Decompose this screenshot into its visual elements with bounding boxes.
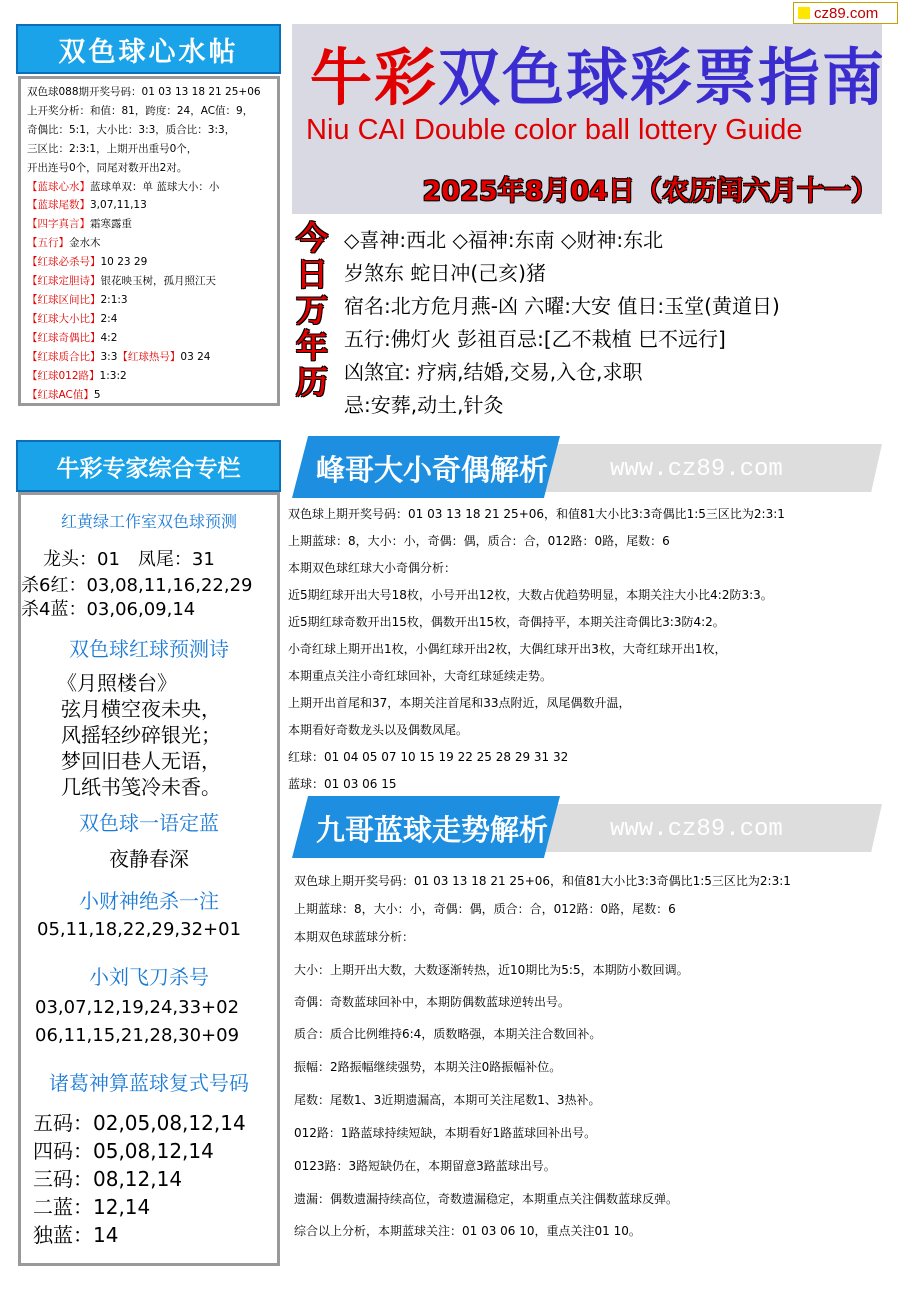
header-title-red: 牛彩 bbox=[310, 41, 439, 114]
liu-title: 小刘飞刀杀号 bbox=[89, 965, 209, 989]
section1-title: 峰哥大小奇偶解析 bbox=[316, 453, 549, 487]
section2-line: 质合：质合比例维持6:4，质数略强，本期关注合数回补。 bbox=[294, 1027, 602, 1041]
line-text: 2:1:3 bbox=[100, 293, 128, 306]
zhuge-title: 诸葛神算蓝球复式号码 bbox=[49, 1071, 249, 1095]
left-expert-title: 牛彩专家综合专栏 bbox=[16, 440, 281, 492]
zhuge-line: 三码：08,12,14 bbox=[33, 1167, 183, 1191]
line-text: 10 23 29 bbox=[100, 256, 148, 269]
left-top-line bbox=[27, 291, 271, 310]
badge-square-icon bbox=[798, 7, 810, 19]
line-text: 1:3:2 bbox=[99, 369, 127, 382]
line-text: 银花映玉树，孤月照江天 bbox=[100, 275, 216, 288]
left-top-line bbox=[27, 178, 271, 197]
almanac-title-char: 年 bbox=[295, 327, 328, 365]
almanac-line: ◇喜神:西北 ◇福神:东南 ◇财神:东北 bbox=[344, 228, 664, 252]
kill-red: 杀6红：03,08,11,16,22,29 bbox=[21, 575, 253, 596]
line-tag: 【红球AC值】 bbox=[27, 388, 94, 401]
left-top-line bbox=[27, 234, 271, 253]
section2-line: 012路：1路蓝球持续短缺，本期看好1路蓝球回补出号。 bbox=[294, 1126, 597, 1140]
line-tag: 【红球区间比】 bbox=[27, 293, 101, 306]
left-top-line bbox=[27, 83, 271, 102]
left-top-line bbox=[27, 253, 271, 272]
section1-line: 本期看好奇数龙头以及偶数凤尾。 bbox=[288, 723, 469, 737]
left-top-line bbox=[27, 140, 271, 159]
almanac-line: 五行:佛灯火 彭祖百忌:[乙不栽植 巳不远行] bbox=[344, 327, 726, 351]
line-text: 3,07,11,13 bbox=[90, 199, 147, 212]
left-expert-box bbox=[18, 492, 280, 1266]
section1-line: 上期开出首尾和37，本期关注首尾和33点附近，凤尾偶数升温， bbox=[288, 696, 631, 710]
line-tag: 【蓝球尾数】 bbox=[27, 199, 90, 212]
section1-line: 近5期红球开出大号18枚，小号开出12枚，大数占优趋势明显，本期关注大小比4:2防3:3。 bbox=[288, 588, 773, 602]
section1-line: 红球：01 04 05 07 10 15 19 22 25 28 29 31 32 bbox=[288, 750, 569, 764]
line-text: 5 bbox=[93, 388, 101, 401]
header-title-blue: 双色球彩票指南 bbox=[438, 41, 887, 114]
left-top-line bbox=[27, 196, 271, 215]
almanac-line: 忌:安葬,动土,针灸 bbox=[344, 393, 504, 417]
section2-line: 上期蓝球：8，大小：小，奇偶：偶，质合：合，012路：0路，尾数：6 bbox=[294, 902, 676, 916]
line-text: 奇偶比：5:1，大小比：3:3，质合比：3:3， bbox=[27, 123, 236, 136]
line-text: 霜寒露重 bbox=[90, 218, 132, 231]
section2-banner bbox=[292, 796, 882, 858]
header-subtitle-en: Niu CAI Double color ball lottery Guide bbox=[306, 114, 803, 146]
dragon-head: 龙头：01 凤尾：31 bbox=[43, 549, 215, 570]
almanac-line: 凶煞宜: 疗病,结婚,交易,入仓,求职 bbox=[344, 360, 643, 384]
line-tag: 【红球必杀号】 bbox=[27, 256, 101, 269]
line-text: 上开奖分析：和值：81，跨度：24，AC值：9， bbox=[27, 104, 254, 117]
header bbox=[292, 24, 887, 214]
studio-title: 红黄绿工作室双色球预测 bbox=[60, 512, 237, 531]
god-numbers: 05,11,18,22,29,32+01 bbox=[37, 919, 242, 940]
line-tag: 【红球012路】 bbox=[27, 369, 100, 382]
section1-line: 上期蓝球：8，大小：小，奇偶：偶，质合：合，012路：0路，尾数：6 bbox=[288, 534, 670, 548]
section1-line: 本期双色球红球大小奇偶分析： bbox=[288, 561, 457, 575]
zhuge-line: 二蓝：12,14 bbox=[33, 1195, 151, 1219]
line-text: 2:4 bbox=[100, 312, 118, 325]
one-word: 夜静春深 bbox=[109, 847, 189, 871]
almanac-line: 宿名:北方危月燕-凶 六曜:大安 值日:玉堂(黄道日) bbox=[344, 294, 780, 318]
left-top-line bbox=[27, 367, 271, 386]
god-title: 小财神绝杀一注 bbox=[79, 889, 219, 913]
poem-line: 几纸书笺冷未香。 bbox=[61, 775, 221, 799]
left-top-line bbox=[27, 310, 271, 329]
section2-line: 大小：上期开出大数，大数逐渐转热，近10期比为5:5，本期防小数回调。 bbox=[294, 963, 689, 977]
section1-line: 蓝球：01 03 06 15 bbox=[288, 777, 397, 791]
poem-name: 《月照楼台》 bbox=[57, 671, 177, 695]
section1-line: 近5期红球奇数开出15枚，偶数开出15枚，奇偶持平，本期关注奇偶比3:3防4:2。 bbox=[288, 615, 725, 629]
section2-url[interactable]: www.cz89.com bbox=[610, 816, 783, 843]
left-top-line bbox=[27, 102, 271, 121]
header-date: 2025年8月04日（农历闰六月十一） bbox=[422, 176, 878, 207]
line-text: 蓝球单双：单 蓝球大小：小 bbox=[90, 180, 220, 193]
left-top-line bbox=[27, 386, 271, 405]
section1-line: 小奇红球上期开出1枚，小偶红球开出2枚，大偶红球开出3枚，大奇红球开出1枚， bbox=[288, 642, 727, 656]
line-tag: 【红球大小比】 bbox=[27, 312, 101, 325]
line-text: 金水木 bbox=[69, 237, 101, 250]
poem-title: 双色球红球预测诗 bbox=[69, 637, 229, 661]
section2-line: 本期双色球蓝球分析： bbox=[294, 930, 415, 944]
almanac-title-char: 历 bbox=[295, 363, 328, 401]
almanac-vertical-title bbox=[288, 220, 336, 432]
poem-line: 弦月横空夜未央， bbox=[61, 697, 221, 721]
zhuge-line: 五码：02,05,08,12,14 bbox=[33, 1111, 246, 1135]
section2-line: 综合以上分析，本期蓝球关注：01 03 06 10，重点关注01 10。 bbox=[294, 1224, 641, 1238]
section2-line: 0123路：3路短缺仍在，本期留意3路蓝球出号。 bbox=[294, 1159, 556, 1173]
line-tag: 【红球质合比】 bbox=[27, 350, 101, 363]
liu-line: 06,11,15,21,28,30+09 bbox=[35, 1025, 240, 1046]
left-top-title: 双色球心水帖 bbox=[16, 24, 281, 74]
line-tag: 【蓝球心水】 bbox=[27, 180, 90, 193]
one-word-title: 双色球一语定蓝 bbox=[79, 811, 219, 835]
line-tag: 【红球定胆诗】 bbox=[27, 275, 101, 288]
left-top-line bbox=[27, 215, 271, 234]
line-text: 开出连号0个，同尾对数开出2对。 bbox=[27, 161, 188, 174]
line-tag: 【红球奇偶比】 bbox=[27, 331, 101, 344]
section1-line: 双色球上期开奖号码：01 03 13 18 21 25+06，和值81大小比3:3奇偶比1:5三区比为2:3:1 bbox=[288, 507, 785, 521]
left-top-line bbox=[27, 329, 271, 348]
zhuge-line: 四码：05,08,12,14 bbox=[33, 1139, 214, 1163]
line-tag: 【五行】 bbox=[27, 237, 69, 250]
section1-banner bbox=[292, 436, 882, 498]
almanac-title-char: 万 bbox=[295, 291, 328, 329]
kill-blue: 杀4蓝：03,06,09,14 bbox=[21, 599, 196, 620]
section2-line: 奇偶：奇数蓝球回补中，本期防偶数蓝球逆转出号。 bbox=[294, 995, 571, 1009]
section2-title: 九哥蓝球走势解析 bbox=[316, 813, 549, 847]
line-text: 4:2 bbox=[100, 331, 118, 344]
line-text: 03 24 bbox=[180, 350, 211, 363]
almanac-title-char: 日 bbox=[295, 255, 328, 293]
left-top-line bbox=[27, 121, 271, 140]
line-tag: 【红球热号】 bbox=[117, 350, 181, 363]
liu-line: 03,07,12,19,24,33+02 bbox=[35, 997, 240, 1018]
section2-line: 尾数：尾数1、3近期遗漏高，本期可关注尾数1、3热补。 bbox=[294, 1093, 601, 1107]
site-badge[interactable] bbox=[793, 2, 898, 24]
section2-line: 遗漏：偶数遗漏持续高位，奇数遗漏稳定，本期重点关注偶数蓝球反弹。 bbox=[294, 1192, 679, 1206]
line-text: 3:3 bbox=[100, 350, 118, 363]
section2-line: 振幅：2路振幅继续强势，本期关注0路振幅补位。 bbox=[294, 1060, 562, 1074]
left-top-line bbox=[27, 272, 271, 291]
line-text: 双色球088期开奖号码：01 03 13 18 21 25+06 bbox=[27, 86, 261, 98]
almanac-line: 岁煞东 蛇日冲(己亥)猪 bbox=[344, 261, 546, 285]
section1-url[interactable]: www.cz89.com bbox=[610, 456, 783, 483]
left-top-line bbox=[27, 348, 271, 367]
left-top-line bbox=[27, 159, 271, 178]
poem-line: 梦回旧巷人无语， bbox=[61, 749, 221, 773]
almanac-lines bbox=[344, 224, 780, 422]
left-top-box bbox=[18, 76, 280, 406]
section1-line: 本期重点关注小奇红球回补，大奇红球延续走势。 bbox=[288, 669, 553, 683]
almanac-title-char: 今 bbox=[295, 219, 328, 257]
section2-line: 双色球上期开奖号码：01 03 13 18 21 25+06，和值81大小比3:3奇偶比1:5三区比为2:3:1 bbox=[294, 874, 791, 888]
zhuge-line: 独蓝：14 bbox=[33, 1223, 119, 1247]
header-title bbox=[310, 28, 886, 117]
line-text: 三区比：2:3:1，上期开出重号0个， bbox=[27, 142, 198, 155]
line-tag: 【四字真言】 bbox=[27, 218, 90, 231]
site-badge-text: cz89.com bbox=[814, 4, 879, 22]
poem-line: 风摇轻纱碎银光； bbox=[61, 723, 221, 747]
